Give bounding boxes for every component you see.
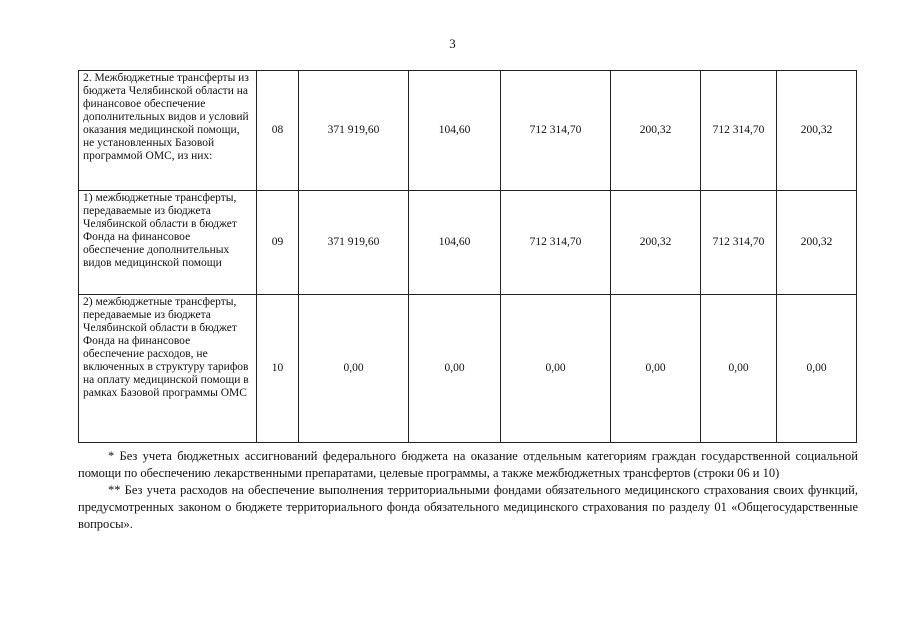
- row-code-cell: 10: [257, 295, 299, 443]
- budget-table: [78, 70, 857, 443]
- row-code-cell: 09: [257, 191, 299, 295]
- footnotes: [78, 448, 858, 533]
- value-cell: 104,60: [409, 71, 501, 191]
- page-number: 3: [449, 36, 456, 51]
- value-cell: 0,00: [501, 295, 611, 443]
- row-name-cell: 1) межбюджетные трансферты, передаваемые из бюджета Челябинской области в бюджет Фонда на финансовое обеспечение дополнительных видов медицинской помощи: [79, 191, 257, 295]
- value-cell: 0,00: [409, 295, 501, 443]
- value-cell: 0,00: [777, 295, 857, 443]
- value-cell: 200,32: [777, 71, 857, 191]
- value-cell: 371 919,60: [299, 71, 409, 191]
- value-cell: 712 314,70: [701, 71, 777, 191]
- row-name-cell: 2. Межбюджетные трансферты из бюджета Челябинской области на финансовое обеспечение дополнительных видов и условий оказания медицинской помощи, не установленных Базовой программой ОМС, из них:: [79, 71, 257, 191]
- table-row: [79, 295, 857, 443]
- value-cell: 712 314,70: [501, 71, 611, 191]
- value-cell: 200,32: [611, 191, 701, 295]
- footnote-double-star: ** Без учета расходов на обеспечение выполнения территориальными фондами обязательного медицинского страхования своих функций, предусмотренных законом о бюджете территориального фонда обязательного медицинского страхования по разделу 01 «Общегосударственные вопросы».: [78, 483, 858, 531]
- value-cell: 712 314,70: [501, 191, 611, 295]
- table-row: [79, 71, 857, 191]
- footnote-single-star: * Без учета бюджетных ассигнований федерального бюджета на оказание отдельным категориям граждан государственной социальной помощи по обеспечению лекарственными препаратами, целевые программы, а также межбюджетных трансфертов (строки 06 и 10): [78, 449, 858, 480]
- value-cell: 712 314,70: [701, 191, 777, 295]
- value-cell: 0,00: [611, 295, 701, 443]
- value-cell: 0,00: [299, 295, 409, 443]
- value-cell: 200,32: [611, 71, 701, 191]
- value-cell: 200,32: [777, 191, 857, 295]
- table-row: [79, 191, 857, 295]
- row-code-cell: 08: [257, 71, 299, 191]
- value-cell: 371 919,60: [299, 191, 409, 295]
- value-cell: 104,60: [409, 191, 501, 295]
- row-name-cell: 2) межбюджетные трансферты, передаваемые из бюджета Челябинской области в бюджет Фонда на финансовое обеспечение расходов, не включенных в структуру тарифов на оплату медицинской помощи в рамках Базовой программы ОМС: [79, 295, 257, 443]
- value-cell: 0,00: [701, 295, 777, 443]
